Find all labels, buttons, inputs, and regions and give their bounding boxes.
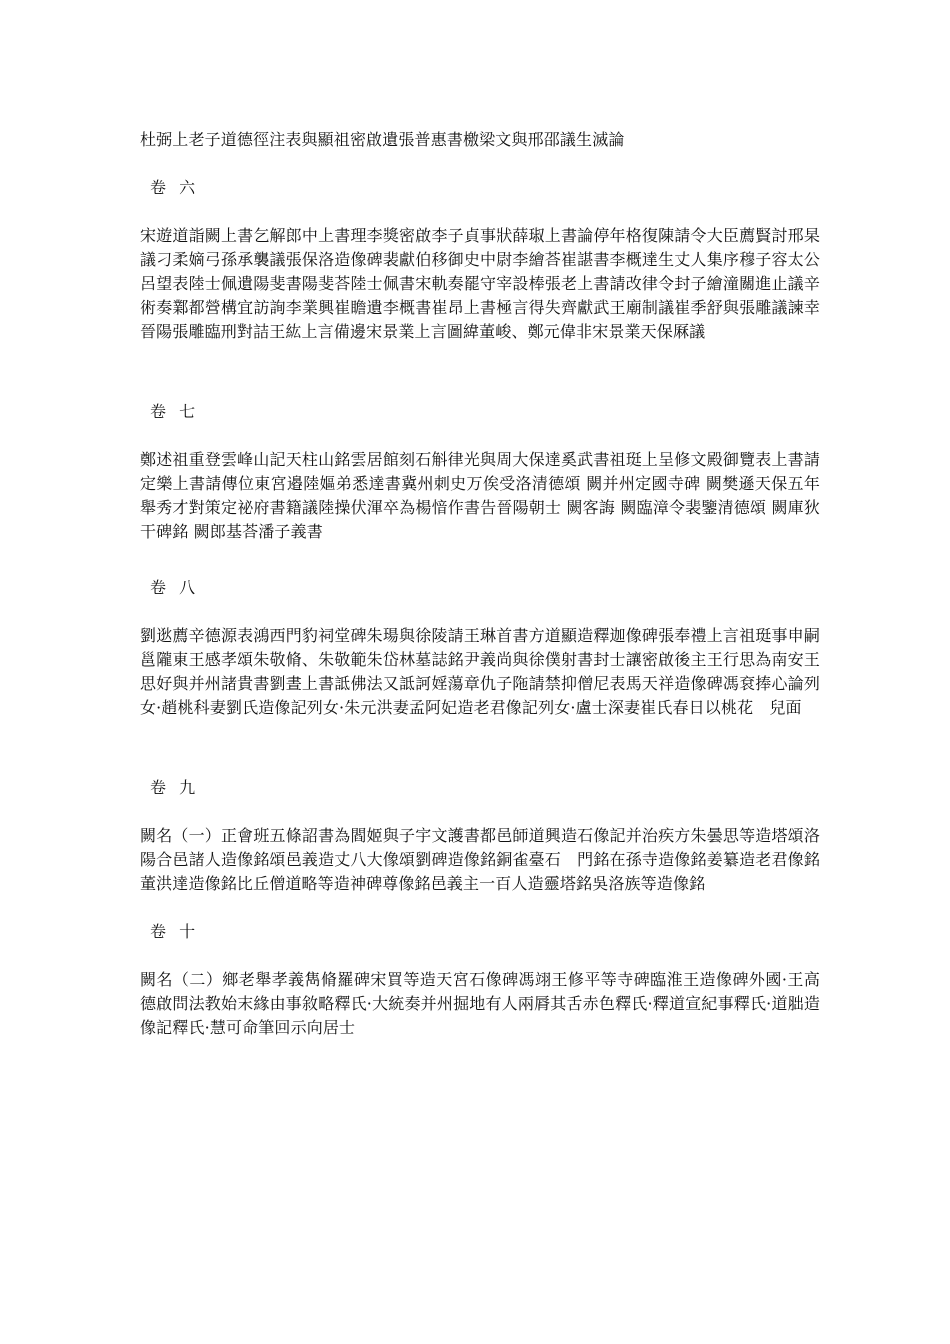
section-text-9: 闕名（一）正會班五條詔書為閻姬與子宇文護書都邑師道興造石像記并治疾方朱曇思等造塔頌洛陽合邑諸人造像銘頌邑義造丈八大像頌劉碑造像銘銅雀臺石 門銘在孫寺造像銘姜纂造老君像銘董洪達造像銘比丘僧道略等造神碑尊像銘邑義主一百人造靈塔銘吳洛族等造像銘 xyxy=(140,826,820,893)
section-heading-8: 卷 八 xyxy=(150,578,200,597)
section-heading-7: 卷 七 xyxy=(150,402,200,421)
section-text-6: 宋遊道詣闕上書乞解郎中上書理李獎密啟李子貞事狀薛琡上書論停年格復陳請令大臣薦賢討邢杲議刁柔嫡弓孫承襲議張保洛造像碑裴獻伯移御史中尉李繪荅崔諶書李概達生丈人集序穆子容太公呂望表陸士佩遺陽斐書陽斐荅陸士佩書宋軌奏罷守宰設棒張老上書請改律令封子繪潼關進止議辛術奏鄴都營構宜訪詢李業興崔瞻遺李概書崔昂上書極言得失齊獻武王廟制議崔季舒與張雕議諫幸晉陽張雕臨刑對詰王紘上言備邊宋景業上言圖緯董峻、鄭元偉非宋景業天保厤議 xyxy=(140,226,820,341)
section-heading-9: 卷 九 xyxy=(150,778,200,797)
section-text-7: 鄭述祖重登雲峰山記天柱山銘雲居館刻石斛律光與周大保達奚武書祖珽上呈修文殿御覽表上書請定樂上書請傳位東宮邉陸嫗弟悉達書冀州刺史万俟受洛清德頌 闕并州定國寺碑 闕樊遜天保五年舉秀才對策定祕府書籍議陸操伏渾卒為楊愔作書告晉陽朝士 闕客誨 闕臨漳令裴鑒清德頌 闕庫狄干碑銘 闕郎基荅潘子義書 xyxy=(140,450,820,541)
section-heading-6: 卷 六 xyxy=(150,178,200,197)
intro-paragraph: 杜弼上老子道德徑注表與顯祖密啟遺張普惠書檄梁文與邢邵議生滅論 xyxy=(140,130,625,149)
section-heading-10: 卷 十 xyxy=(150,922,200,941)
section-text-10: 闕名（二）鄉老舉孝義雋脩羅碑宋買等造天宮石像碑馮翊王修平等寺碑臨淮王造像碑外國·王高德啟問法教始末緣由事敘略釋氏·大統奏并州掘地有人兩脣其舌赤色釋氏·釋道宣紀事釋氏·道胐造像記釋氏·慧可命筆回示向居士 xyxy=(140,970,820,1037)
section-text-8: 劉逖薦辛德源表鴻西門豹祠堂碑朱瑒與徐陵請王琳首書方道顯造釋迦像碑張奉禮上言祖珽事申嗣邕隴東王感孝頌朱敬脩、朱敬範朱岱林墓誌銘尹義尚與徐僕射書封士讓密啟後主王行思為南安王思好與并州諸貴書劉晝上書詆佛法又詆訶婬蕩章仇子陁請禁抑僧尼表馬天祥造像碑馮袞捧心論列女·趙桃科妻劉氏造像記列女·朱元洪妻孟阿妃造老君像記列女·盧士深妻崔氏春日以桃花 兒面 xyxy=(140,626,820,717)
